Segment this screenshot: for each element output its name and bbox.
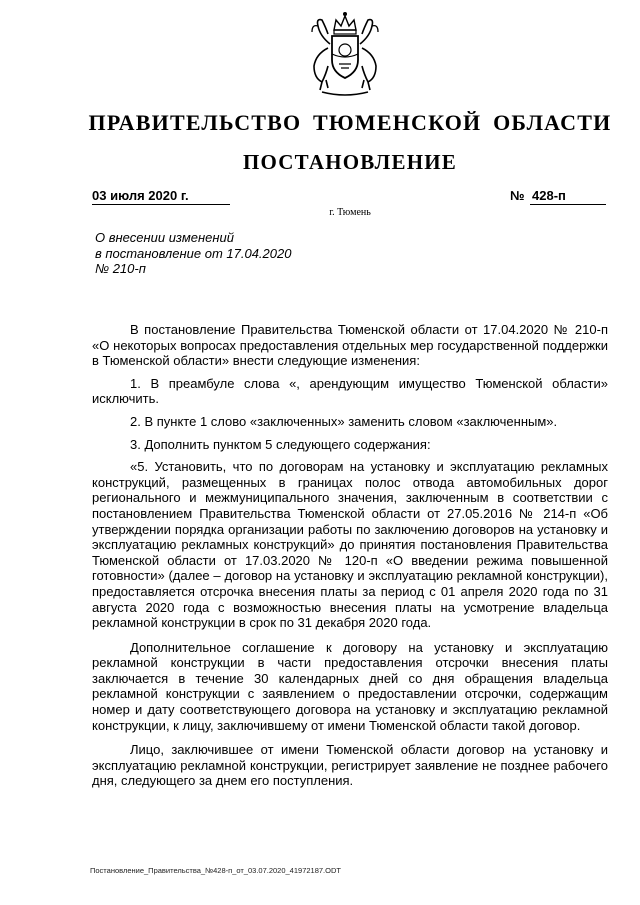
organization-title: ПРАВИТЕЛЬСТВО ТЮМЕНСКОЙ ОБЛАСТИ: [88, 110, 612, 135]
document-body: [92, 322, 608, 796]
subject-line: в постановление от 17.04.2020: [95, 245, 292, 261]
document-date: 03 июля 2020 г.: [92, 188, 230, 205]
document-type-heading: ПОСТАНОВЛЕНИЕ: [242, 150, 458, 174]
subject-line: № 210-п: [95, 261, 146, 277]
subject-line: О внесении изменений: [95, 230, 234, 245]
document-number: 428-п: [530, 188, 606, 205]
body-paragraph: Дополнительное соглашение к договору на установку и эксплуатацию рекламной конструкции в части предоставления отсрочки внесения платы заключается в течение 30 календарных дней со дня обращения владельца рекламной конструкции с заявлением о предоставлении отсрочки, содержащим номер и дату соответствующего договора на установку и эксплуатацию рекламной конструкции, к лицу, заключившему от имени Тюменской области такой договор.: [92, 639, 608, 733]
body-paragraph: «5. Установить, что по договорам на установку и эксплуатацию рекламных конструкций, размещенных в границах полос отвода автомобильных дорог регионального и межмуниципального значения, заключенным в соответствии с постановлением Правительства Тюменской области от 27.05.2016 № 214-п «Об утверждении порядка организации работы по заключению договоров на установку и эксплуатацию рекламных конструкций» до принятия постановления Правительства Тюменской области от 17.03.2020 № 120-п «О введении режима повышенной готовности» (далее – договор на установку и эксплуатацию рекламной конструкции), предоставляется отсрочка внесения платы за период с 01 апреля 2020 года по 31 августа 2020 года с возможностью внесения платы на усмотрение владельца рекламной конструкции в срок по 31 декабря 2020 года.: [92, 459, 608, 631]
body-paragraph: 3. Дополнить пунктом 5 следующего содержания:: [130, 436, 431, 452]
coat-of-arms-emblem: [306, 8, 384, 100]
body-paragraph: В постановление Правительства Тюменской области от 17.04.2020 № 210-п «О некоторых вопросах предоставления отдельных мер государственной поддержки в Тюменской области» внести следующие изменения:: [92, 322, 608, 369]
body-paragraph: Лицо, заключившее от имени Тюменской области договор на установку и эксплуатацию рекламной конструкции, регистрирует заявление не позднее рабочего дня, следующего за днем его поступления.: [92, 742, 608, 789]
footer-filename: Постановление_Правительства_№428-п_от_03.07.2020_41972187.ODT: [90, 866, 341, 875]
city-label: г. Тюмень: [329, 207, 371, 218]
document-subject: [95, 230, 355, 277]
body-paragraph: 1. В преамбуле слова «, арендующим имущество Тюменской области» исключить.: [92, 375, 608, 407]
body-paragraph: 2. В пункте 1 слово «заключенных» заменить словом «заключенным».: [130, 413, 558, 429]
number-label: №: [510, 188, 525, 203]
